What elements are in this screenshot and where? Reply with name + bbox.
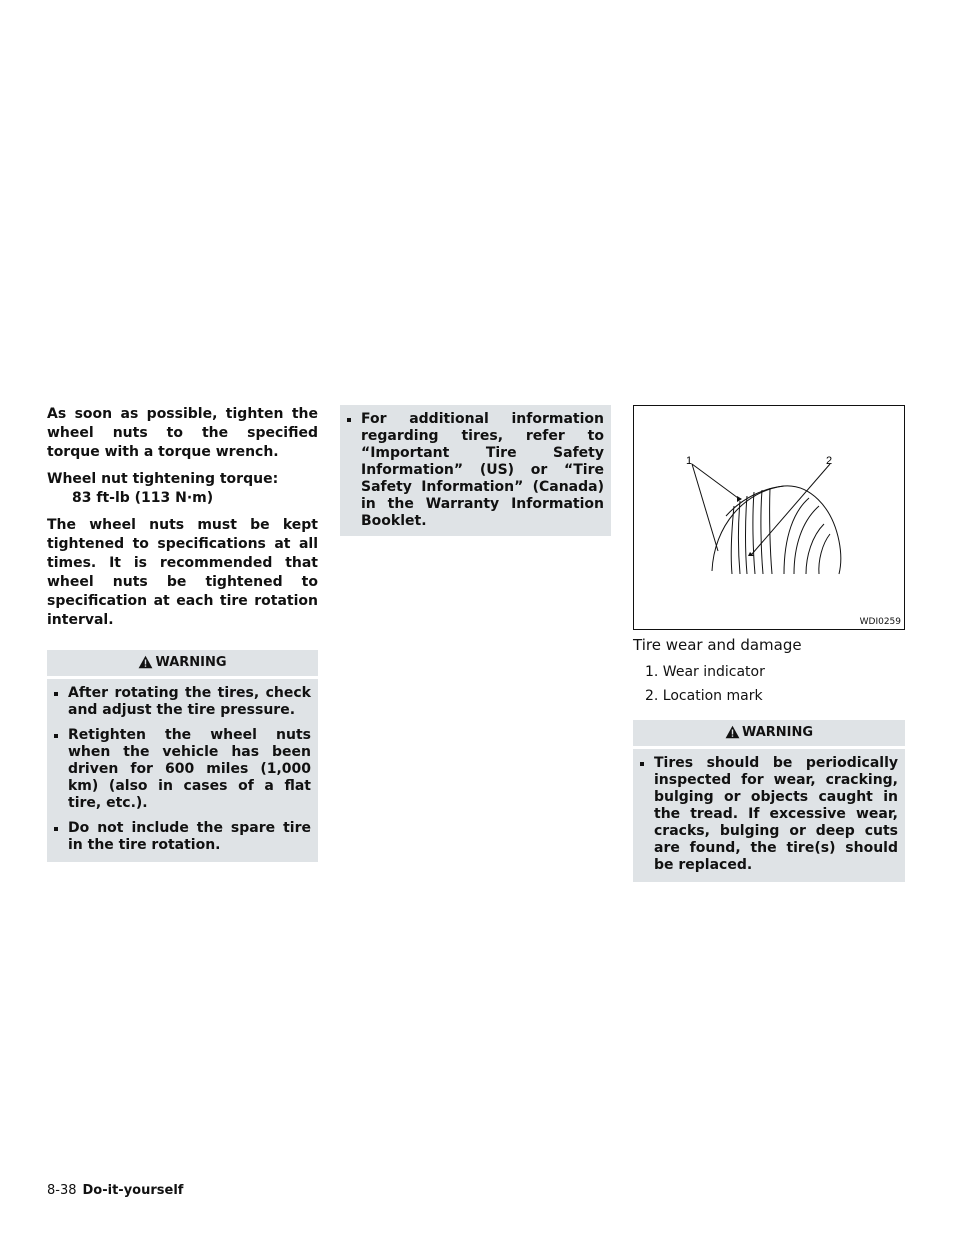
legend-item: 1. Wear indicator	[645, 664, 765, 680]
left-column	[47, 405, 318, 862]
warning-item: Tires should be periodically inspected for wear, cracking, bulging or objects caught in the tread. If excessive wear, cracks, bulging or deep cuts are found, the tire(s) should be replaced.	[640, 755, 898, 874]
torque-instruction: As soon as possible, tighten the wheel nuts to the specified torque with a torque wrench.	[47, 406, 318, 460]
warning-item: Retighten the wheel nuts when the vehicle has been driven for 600 miles (1,000 km) (also in cases of a flat tire, etc.).	[54, 727, 311, 812]
info-box	[340, 405, 611, 536]
tire-illustration	[634, 406, 904, 629]
torque-value: 83 ft-lb (113 N·m)	[72, 490, 214, 506]
section-name: Do-it-yourself	[82, 1183, 184, 1198]
page-footer	[47, 1183, 183, 1198]
warning-title: WARNING	[741, 725, 814, 740]
info-item: For additional information regarding tires, refer to “Important Tire Safety Information” (US) or “Tire Safety Information” (Canada) in the Warranty Information Booklet.	[347, 411, 604, 530]
warning-box-inspection	[633, 720, 905, 882]
warning-header	[633, 720, 905, 749]
legend-item: 2. Location mark	[645, 688, 763, 704]
warning-item: Do not include the spare tire in the tire rotation.	[54, 820, 311, 854]
figure-code: WDI0259	[859, 617, 901, 627]
warning-box-rotation	[47, 650, 318, 862]
warning-item: After rotating the tires, check and adjust the tire pressure.	[54, 685, 311, 719]
warning-header	[47, 650, 318, 679]
callout-1: 1	[686, 455, 693, 467]
middle-column	[340, 405, 611, 536]
warning-title: WARNING	[155, 655, 227, 670]
warning-triangle-icon	[138, 655, 153, 669]
torque-spec	[47, 470, 318, 508]
figure-legend	[633, 660, 905, 708]
warning-list	[640, 755, 898, 874]
warning-list	[54, 685, 311, 854]
info-list	[347, 411, 604, 530]
warning-triangle-icon	[725, 725, 740, 739]
figure-caption: Tire wear and damage	[633, 636, 802, 654]
torque-maintenance-note: The wheel nuts must be kept tightened to specifications at all times. It is recommended that wheel nuts be tightened to specification at each tire rotation interval.	[47, 517, 318, 628]
page-number: 8-38	[47, 1183, 77, 1198]
torque-label: Wheel nut tightening torque:	[47, 471, 279, 487]
right-column	[633, 405, 905, 882]
callout-2: 2	[826, 455, 833, 467]
tire-wear-figure	[633, 405, 905, 630]
